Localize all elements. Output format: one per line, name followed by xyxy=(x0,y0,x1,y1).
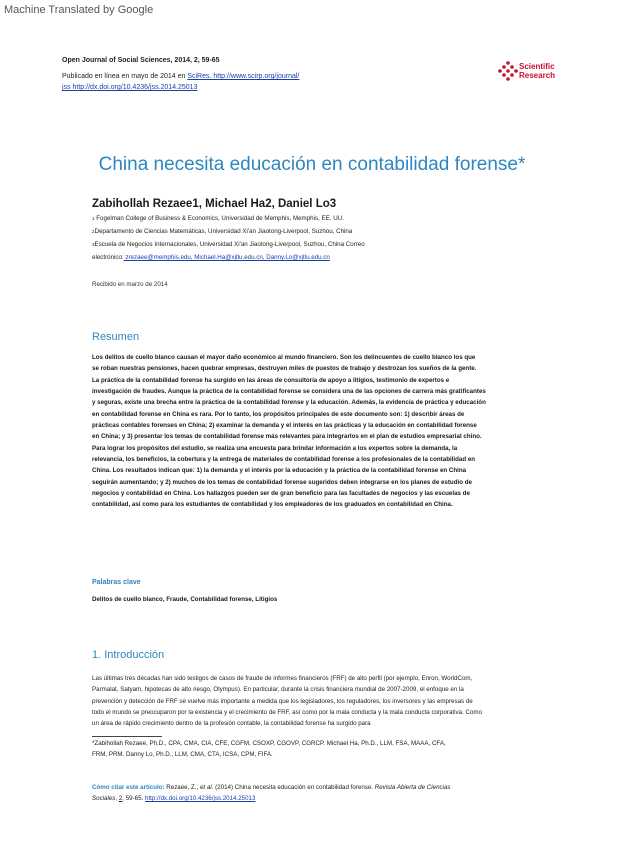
intro-text: Las últimas tres décadas han sido testigos de casos de fraude de informes financieros (FRF) de alto perfil (por ejemplo, Enron, WorldCom, Parmalat, Satyam, hipotecas de alto riesgo, Olympus). En particular, durante la crisis financiera mundial de 2007-2009, el enfoque en la prevención y detección de FRF se vuelve más importante a medida que los legisladores, los reguladores, los inversores y las empresas de todo el mundo se preocuparon por la existencia y el crecimiento de FRF, así como por la mala conducta y la mala conducta corporativa. Como un área de rápido crecimiento dentro de la profesión contable, la contabilidad forense ha surgido para xyxy=(92,675,483,728)
journal-site-link[interactable]: http://www.scirp.org/journal/ xyxy=(211,73,300,80)
affiliation-1: $^1$ Fogelman College of Business & Economics, Universidad de Memphis, Memphis, EE. UU. xyxy=(92,215,344,222)
email-links[interactable]: zrezaee@memphis.edu, Michael.Ha@xjtlu.edu.cn, Danny.Lo@xjtlu.edu.cn xyxy=(123,254,330,261)
keywords: Delitos de cuello blanco, Fraude, Contabilidad forense, Litigios xyxy=(92,596,278,603)
machine-translation-banner: Machine Translated by Google xyxy=(4,4,154,16)
author-footnote: *Zabihollah Rezaee, Ph.D., CPA, CMA, CIA, CFE, CGFM, CSOXP, CGOVP, CGRCP. Michael Ha, Ph.D., LLM, FSA, MAAA, CFA, FRM, PRM. Danny Lo, Ph.D., LLM, CMA, CTA, ICSA, CPM, FIFA. xyxy=(92,740,446,758)
logo-emblem-icon xyxy=(497,60,519,82)
doi-line[interactable]: jss http://dx.doi.org/10.4236/jss.2014.25013 xyxy=(62,84,198,91)
intro-heading: 1. Introducción xyxy=(92,649,165,661)
footnote-divider xyxy=(92,736,162,737)
authors: Zabihollah Rezaee1, Michael Ha2, Daniel Lo3 xyxy=(92,198,337,210)
email-line: electrónico: zrezaee@memphis.edu, Michael.Ha@xjtlu.edu.cn, Danny.Lo@xjtlu.edu.cn xyxy=(92,254,330,261)
journal-citation: Open Journal of Social Sciences, 2014, 2, 59-65 xyxy=(62,57,220,64)
scires-link[interactable]: SciRes. xyxy=(187,73,212,80)
abstract-heading: Resumen xyxy=(92,331,140,343)
publication-info: Publicado en línea en mayo de 2014 en SciRes. http://www.scirp.org/journal/ xyxy=(62,73,300,80)
scientific-research-logo xyxy=(497,60,567,84)
keywords-heading: Palabras clave xyxy=(92,579,141,586)
affiliation-2: $^2$Departamento de Ciencias Matemáticas, Universidad Xi'an Jiaotong-Liverpool, Suzhou, China xyxy=(92,228,353,235)
logo-text: Scientific Research xyxy=(519,62,556,80)
affiliation-3: $^3$Escuela de Negocios Internacionales, Universidad Xi'an Jiaotong-Liverpool, Suzhou, China Correo xyxy=(92,241,365,248)
citation-block: Cómo citar este artículo: Rezaee, Z., et al. (2014) China necesita educación en contabilidad forense. Revista Abierta de Ciencias Sociales, 2, 59-65. http://dx.doi.org/10.4236/jss.2014.25013 xyxy=(92,784,451,802)
citation-doi-link[interactable]: http://dx.doi.org/10.4236/jss.2014.25013 xyxy=(145,795,256,802)
abstract-text: Los delitos de cuello blanco causan el mayor daño económico al mundo financiero. Son los delincuentes de cuello blanco los que se roban nuestras pensiones, hacen quebrar empresas, destruyen miles de puestos de trabajo y destrozan los sueños de la gente. La práctica de la contabilidad forense ha surgido en las áreas de consultoría de apoyo a litigios, testimonio de expertos e investigación de fraudes. Aunque la práctica de la contabilidad forense se considera una de las opciones de carrera más gratificantes y seguras, existe una brecha entre la práctica de la contabilidad forense y la educación. Además, la evidencia de práctica y educación en contabilidad forense en China es rara. Por lo tanto, los propósitos principales de este documento son: 1) describir áreas de prácticas contables forenses en China; 2) examinar la demanda y el interés en las prácticas y la educación en contabilidad forense en China; y 3) presentar los temas de contabilidad forense más relevantes para integrarlos en el plan de estudios empresarial chino. Para lograr los propósitos del estudio, se realiza una encuesta para brindar información a los expertos sobre la demanda, la relevancia, los beneficios, la cobertura y la entrega de materiales de contabilidad forense a los profesionales de la contabilidad en China. Los resultados indican que: 1) la demanda y el interés por la educación y la práctica de la contabilidad forense en China seguirán aumentando; y 2) muchos de los temas de contabilidad forense sugeridos deben integrarse en los planes de estudio de negocios y contabilidad en China. Los hallazgos pueden ser de gran beneficio para las facultades de negocios y las escuelas de contabilidad, así como para los estudiantes de contabilidad y los empleadores de los graduados en contabilidad en China. xyxy=(92,354,486,509)
paper-title: China necesita educación en contabilidad forense* xyxy=(98,154,526,175)
received-date: Recibido en marzo de 2014 xyxy=(92,281,168,288)
